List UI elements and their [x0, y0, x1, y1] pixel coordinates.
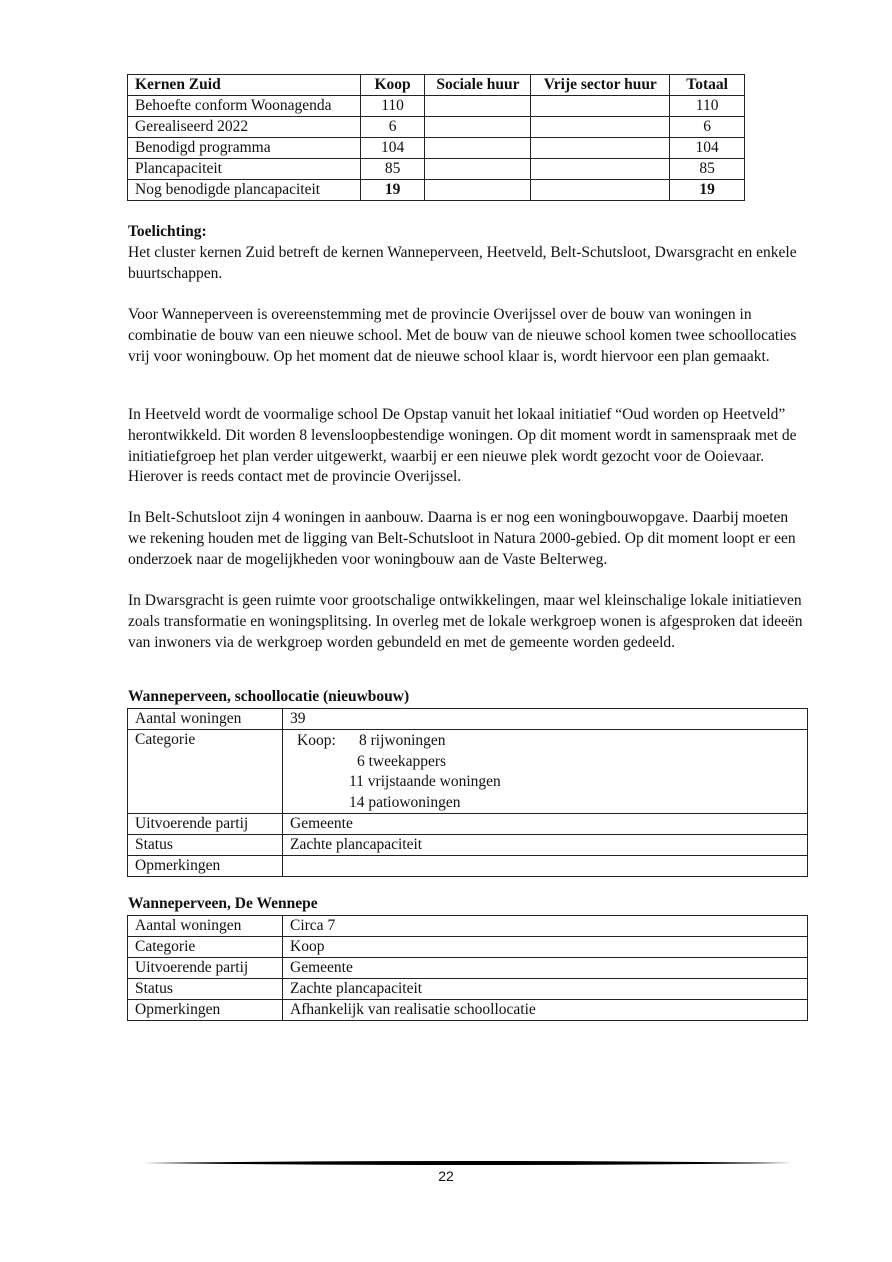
cell-koop: 85	[360, 159, 425, 180]
cell-vrije-sector	[531, 180, 670, 201]
cell-vrije-sector	[531, 159, 670, 180]
row-value: 39	[283, 709, 808, 730]
row-value: Koop	[283, 937, 808, 958]
paragraph: In Heetveld wordt de voormalige school De Opstap vanuit het lokaal initiatief “Oud worden op Heetveld” herontwikkeld. Dit worden 8 levensloopbestendige woningen. Op dit moment wordt in samenspraak met de initiatiefgroep het plan verder uitgewerkt, waarbij er een nieuwe plek wordt gezocht voor de Ooievaar. Hierover is reeds contact met de provincie Overijssel.	[128, 406, 797, 486]
row-value: Circa 7	[283, 916, 808, 937]
row-label: Opmerkingen	[128, 856, 283, 877]
row-label: Aantal woningen	[128, 709, 283, 730]
row-label: Behoefte conform Woonagenda	[128, 96, 361, 117]
project-title: Wanneperveen, De Wennepe	[128, 895, 318, 912]
kernen-zuid-table	[127, 74, 745, 201]
page-number: 22	[438, 1168, 454, 1184]
table-row	[128, 856, 808, 877]
row-label: Uitvoerende partij	[128, 814, 283, 835]
row-label: Uitvoerende partij	[128, 958, 283, 979]
koop-label: Koop:	[297, 732, 336, 749]
cell-koop: 110	[360, 96, 425, 117]
row-value: Gemeente	[283, 958, 808, 979]
row-label: Plancapaciteit	[128, 159, 361, 180]
table-row	[128, 958, 808, 979]
cell-sociale-huur	[425, 159, 531, 180]
cell-vrije-sector	[531, 138, 670, 159]
row-label: Aantal woningen	[128, 916, 283, 937]
cell-sociale-huur	[425, 96, 531, 117]
paragraph: Het cluster kernen Zuid betreft de kernen Wanneperveen, Heetveld, Belt-Schutsloot, Dwarsgracht en enkele buurtschappen.	[128, 243, 797, 282]
toelichting-section	[128, 222, 808, 284]
header-koop: Koop	[360, 75, 425, 96]
cell-koop: 6	[360, 117, 425, 138]
footer-divider	[143, 1160, 791, 1166]
row-label: Opmerkingen	[128, 1000, 283, 1021]
table-row	[128, 96, 745, 117]
cell-vrije-sector	[531, 96, 670, 117]
row-label: Status	[128, 835, 283, 856]
koop-list	[290, 731, 800, 813]
row-value: Afhankelijk van realisatie schoollocatie	[283, 1000, 808, 1021]
list-item: 6 tweekappers	[357, 752, 447, 770]
table-header-row	[128, 75, 745, 96]
table-row	[128, 730, 808, 814]
list-item: 11 vrijstaande woningen	[349, 773, 501, 791]
table-row	[128, 835, 808, 856]
table-row	[128, 814, 808, 835]
row-label: Benodigd programma	[128, 138, 361, 159]
table-row	[128, 937, 808, 958]
paragraph: Voor Wanneperveen is overeenstemming met de provincie Overijssel over de bouw van woningen in combinatie de bouw van een nieuwe school. Met de bouw van de nieuwe school komen twee schoollocaties vrij voor woningbouw. Op het moment dat de nieuwe school klaar is, wordt hiervoor een plan gemaakt.	[128, 306, 797, 365]
table-row	[128, 138, 745, 159]
row-label: Status	[128, 979, 283, 1000]
project-table-de-wennepe	[127, 915, 808, 1021]
row-value	[283, 856, 808, 877]
paragraph: In Dwarsgracht is geen ruimte voor grootschalige ontwikkelingen, maar wel kleinschalige lokale initiatieven zoals transformatie en woningsplitsing. In overleg met de lokale werkgroep wonen is afgesproken dat ideeën van inwoners via de werkgroep worden gebundeld en met de gemeente worden gedeeld.	[128, 592, 803, 651]
row-value	[283, 730, 808, 814]
table-row	[128, 709, 808, 730]
row-value: Zachte plancapaciteit	[283, 835, 808, 856]
row-value: Zachte plancapaciteit	[283, 979, 808, 1000]
paragraph: In Belt-Schutsloot zijn 4 woningen in aanbouw. Daarna is er nog een woningbouwopgave. Daarbij moeten we rekening houden met de ligging van Belt-Schutsloot in Natura 2000-gebied. Op dit moment loopt er een onderzoek naar de mogelijkheden voor woningbouw aan de Vaste Belterweg.	[128, 509, 796, 568]
cell-sociale-huur	[425, 117, 531, 138]
project-table-schoollocatie	[127, 708, 808, 877]
header-kernen: Kernen Zuid	[128, 75, 361, 96]
table-row	[128, 117, 745, 138]
table-row	[128, 180, 745, 201]
table-row	[128, 159, 745, 180]
cell-totaal: 104	[670, 138, 745, 159]
table-row	[128, 1000, 808, 1021]
cell-koop: 19	[360, 180, 425, 201]
toelichting-heading: Toelichting:	[128, 223, 207, 240]
row-label: Categorie	[128, 937, 283, 958]
cell-sociale-huur	[425, 138, 531, 159]
header-sociale-huur: Sociale huur	[425, 75, 531, 96]
row-value: Gemeente	[283, 814, 808, 835]
row-label: Categorie	[128, 730, 283, 814]
row-label: Nog benodigde plancapaciteit	[128, 180, 361, 201]
table-row	[128, 979, 808, 1000]
table-row	[128, 916, 808, 937]
cell-sociale-huur	[425, 180, 531, 201]
cell-totaal: 19	[670, 180, 745, 201]
cell-totaal: 85	[670, 159, 745, 180]
cell-totaal: 110	[670, 96, 745, 117]
list-item: 14 patiowoningen	[349, 793, 461, 811]
row-label: Gerealiseerd 2022	[128, 117, 361, 138]
project-title: Wanneperveen, schoollocatie (nieuwbouw)	[128, 688, 410, 705]
cell-totaal: 6	[670, 117, 745, 138]
cell-vrije-sector	[531, 117, 670, 138]
header-totaal: Totaal	[670, 75, 745, 96]
cell-koop: 104	[360, 138, 425, 159]
header-vrije-sector-huur: Vrije sector huur	[531, 75, 670, 96]
list-item: 8 rijwoningen	[359, 732, 446, 749]
